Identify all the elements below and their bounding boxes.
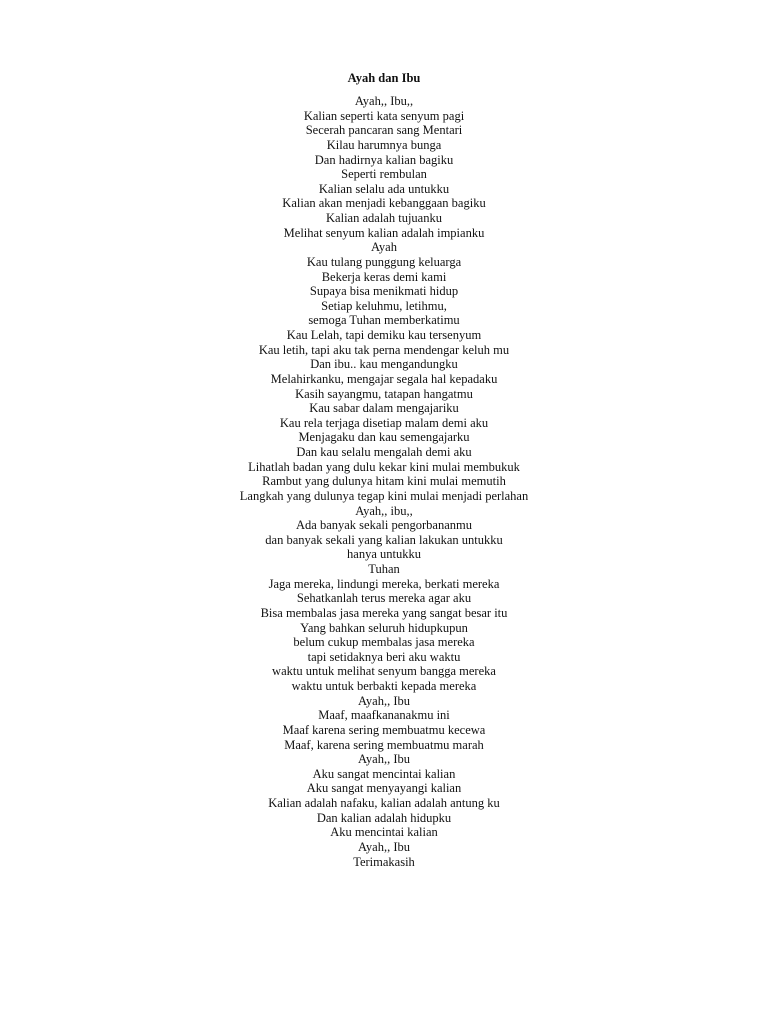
poem-line: Aku sangat mencintai kalian [312, 766, 456, 781]
poem-line: dan banyak sekali yang kalian lakukan untukku [265, 532, 503, 547]
poem-line: Dan ibu.. kau mengandungku [310, 357, 458, 372]
poem-line: Kau sabar dalam mengajariku [309, 401, 459, 416]
poem-line: Maaf, maafkananakmu ini [318, 708, 450, 723]
poem-line: Terimakasih [353, 854, 415, 869]
poem-line: Kau Lelah, tapi demiku kau tersenyum [286, 328, 482, 342]
poem-line: Setiap keluhmu, letihmu, [321, 298, 447, 313]
poem-line: Dan kalian adalah hidupku [316, 810, 452, 825]
poem-line: Maaf karena sering membuatmu kecewa [282, 722, 486, 737]
poem-line: Kalian adalah nafaku, kalian adalah antung ku [268, 796, 500, 810]
poem-line: Ayah,, Ibu [358, 752, 410, 767]
poem-line: Secerah pancaran sang Mentari [305, 123, 463, 138]
poem-line: Kalian akan menjadi kebanggaan bagiku [282, 196, 486, 211]
poem-line: Kalian seperti kata senyum pagi [303, 108, 465, 123]
poem-line: Tuhan [368, 562, 400, 576]
poem-line: semoga Tuhan memberkatimu [308, 313, 460, 328]
poem-line: Aku sangat menyayangi kalian [306, 781, 462, 796]
poem-line: Melihat senyum kalian adalah impianku [283, 225, 485, 240]
poem-line: Sehatkanlah terus mereka agar aku [296, 591, 472, 606]
poem-line: Melahirkanku, mengajar segala hal kepadaku [270, 371, 498, 386]
poem-line: Dan hadirnya kalian bagiku [314, 152, 454, 167]
poem-line: Ayah,, Ibu,, [354, 94, 414, 108]
poem-line: Supaya bisa menikmati hidup [309, 284, 459, 299]
poem-line: Jaga mereka, lindungi mereka, berkati mereka [268, 576, 500, 591]
poem-title: Ayah dan Ibu [347, 71, 421, 85]
poem-line: Kau rela terjaga disetiap malam demi aku [279, 415, 489, 430]
poem-line: Aku mencintai kalian [330, 825, 438, 840]
poem-line: Dan kau selalu mengalah demi aku [296, 445, 472, 459]
poem-line: belum cukup membalas jasa mereka [293, 635, 475, 650]
poem-line: Ayah,, ibu,, [355, 503, 413, 518]
poem-line: Ayah [371, 240, 397, 255]
poem-line: Kau tulang punggung keluarga [306, 254, 462, 269]
poem-line: waktu untuk berbakti kepada mereka [291, 679, 477, 693]
poem-line: Rambut yang dulunya hitam kini mulai memutih [262, 474, 506, 489]
poem-line: Bekerja keras demi kami [321, 269, 447, 284]
poem-line: tapi setidaknya beri aku waktu [307, 649, 461, 664]
poem-line: waktu untuk melihat senyum bangga mereka [272, 664, 496, 679]
poem-line: Ayah,, Ibu [358, 839, 410, 854]
poem-line: Menjagaku dan kau semengajarku [298, 430, 470, 445]
poem-line: Bisa membalas jasa mereka yang sangat besar itu [260, 605, 508, 620]
poem-line: Lihatlah badan yang dulu kekar kini mulai membukuk [248, 459, 520, 474]
poem-line: Ada banyak sekali pengorbananmu [296, 518, 472, 533]
poem-line: hanya untukku [347, 547, 421, 562]
poem-line: Seperti rembulan [341, 167, 427, 182]
poem-line: Maaf, karena sering membuatmu marah [284, 737, 484, 752]
poem-line: Yang bahkan seluruh hidupkupun [300, 620, 468, 635]
poem-line: Kasih sayangmu, tatapan hangatmu [295, 386, 473, 401]
poem-line: Ayah,, Ibu [358, 693, 410, 708]
poem-line: Kau letih, tapi aku tak perna mendengar keluh mu [258, 342, 510, 357]
poem-body [0, 94, 768, 869]
poem-line: Kilau harumnya bunga [326, 137, 442, 152]
poem-line: Kalian selalu ada untukku [318, 181, 450, 196]
poem-line: Langkah yang dulunya tegap kini mulai menjadi perlahan [239, 488, 529, 503]
poem-line: Kalian adalah tujuanku [326, 211, 442, 225]
